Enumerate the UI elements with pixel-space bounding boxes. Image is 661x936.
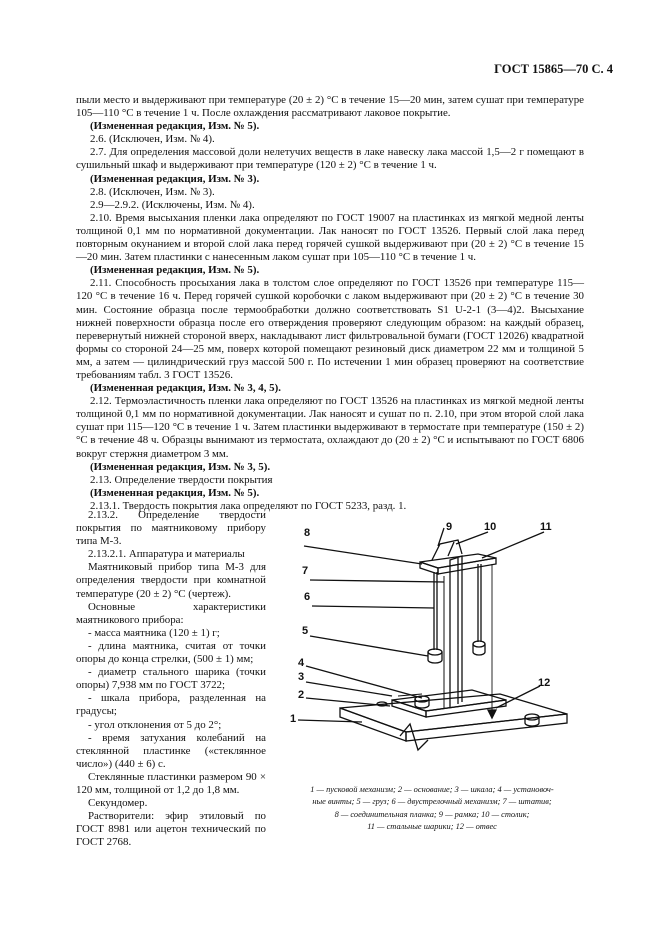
paragraph: Секундомер.	[88, 797, 148, 810]
left-column-text	[76, 509, 266, 849]
revision-note: (Измененная редакция, Изм. № 5).	[90, 120, 260, 133]
paragraph: Маятниковый прибор типа М-3 для определения твердости при комнатной температуре (20 ± 2) °С (чертеж).	[76, 561, 266, 600]
pendulum-device-drawing	[282, 518, 582, 780]
revision-note: (Измененная редакция, Изм. № 5).	[90, 486, 260, 499]
figure-label-7: 7	[302, 565, 309, 577]
figure-label-10: 10	[484, 521, 497, 533]
figure-label-12: 12	[538, 677, 551, 689]
figure-label-5: 5	[302, 625, 309, 637]
paragraph: Растворители: эфир этиловый по ГОСТ 8981 или ацетон технический по ГОСТ 2768.	[76, 810, 266, 849]
paragraph: - масса маятника (120 ± 1) г;	[88, 626, 220, 639]
main-text	[76, 94, 584, 513]
paragraph: 2.12. Термоэластичность пленки лака определяют по ГОСТ 13526 на пластинках из мягкой медной ленты толщиной 0,1 мм по нормативной документации. Лак наносят и сушат по п. 2.10, при этом второй слой лака сушат при 115—120 °С в течение 1 ч. Затем пластинки выдерживают в термостате при температуре (150 ± 2) °С в течение 48 ч. Образцы вынимают из термостата, охлаждают до (20 ± 2) °С и испытывают по ГОСТ 6806 вокруг стержня диаметром 3 мм.	[76, 395, 584, 460]
figure-label-4: 4	[298, 657, 305, 669]
paragraph: 2.13.2.1. Аппаратура и материалы	[88, 548, 245, 561]
paragraph: 2.11. Способность просыхания лака в толстом слое определяют по ГОСТ 13526 при температуре 115—120 °С в течение 16 ч. Перед горячей сушкой коробочки с лаком выдерживают при (20 ± 2) °С в течение 30 мин. Состояние образца после термообработки должно соответствовать S1 U-2-1 (3—4)2. Высыхание нижней поверхности образца после его отверждения проверяют следующим образом: на каждый образец, перевернутый нижней стороной вверх, накладывают лист фильтровальной бумаги (ГОСТ 12026) квадратной формы со стороной 24—25 мм, поверх которой помещают резиновый диск диаметром 22 мм и толщиной 5 мм, а затем — цилиндрический груз массой 500 г. По истечении 1 мин образец проверяют на соответствие требованиям табл. 3 ГОСТ 13526.	[76, 277, 584, 381]
figure-caption	[282, 784, 582, 834]
paragraph: Стеклянные пластинки размером 90 × 120 мм, толщиной от 1,2 до 1,8 мм.	[76, 770, 266, 796]
paragraph: пыли место и выдерживают при температуре (20 ± 2) °С в течение 15—20 мин, затем сушат при температуре 105—110 °С в течение 1 ч. После охлаждения рассматривают лаковое покрытие.	[76, 94, 584, 120]
figure-label-8: 8	[304, 527, 311, 539]
figure-label-6: 6	[304, 591, 311, 603]
paragraph: 2.10. Время высыхания пленки лака определяют по ГОСТ 19007 на пластинках из мягкой медной ленты толщиной 0,1 мм по нормативной документации. Лак наносят по ГОСТ 13526. Первый слой лака перед повторным окунанием и второй слой лака перед горячей сушкой выдерживают при (20 ± 2) °С в течение 15—20 мин. Затем пластинки с нанесенным лаком сушат при 105—110 °С в течение 1 ч.	[76, 211, 584, 264]
paragraph: - угол отклонения от 5 до 2°;	[88, 718, 222, 731]
caption-line: 11 — стальные шарики; 12 — отвес	[367, 822, 497, 832]
paragraph: 2.9—2.9.2. (Исключены, Изм. № 4).	[90, 198, 255, 211]
paragraph: 2.8. (Исключен, Изм. № 3).	[90, 185, 215, 198]
paragraph: 2.7. Для определения массовой доли нелетучих веществ в лаке навеску лака массой 1,5—2 г помещают в сушильный шкаф и выдерживают при температуре (120 ± 2) °С в течение 1 ч.	[76, 146, 584, 172]
figure-label-9: 9	[446, 521, 453, 533]
paragraph: - время затухания колебаний на стеклянной пластинке («стеклянное число») (440 ± 6) с.	[76, 731, 266, 770]
revision-note: (Измененная редакция, Изм. № 3).	[90, 172, 260, 185]
paragraph: Основные характеристики маятникового прибора:	[76, 600, 266, 626]
figure-label-11: 11	[540, 521, 552, 533]
page-header: ГОСТ 15865—70 С. 4	[494, 62, 613, 76]
paragraph: - шкала прибора, разделенная на градусы;	[76, 692, 266, 718]
base-plate-side	[406, 714, 567, 741]
paragraph: - диаметр стального шарика (точки опоры) 7,938 мм по ГОСТ 3722;	[76, 666, 266, 692]
paragraph: - длина маятника, считая от точки опоры до конца стрелки, (500 ± 1) мм;	[76, 639, 266, 666]
figure-label-3: 3	[298, 671, 305, 683]
weight	[428, 649, 442, 655]
figure-label-1: 1	[290, 713, 297, 725]
caption-line: 8 — соединительная планка; 9 — рамка; 10 — столик;	[334, 809, 530, 819]
revision-note: (Измененная редакция, Изм. № 3, 5).	[90, 460, 271, 473]
paragraph: 2.13. Определение твердости покрытия	[90, 473, 273, 486]
paragraph: 2.13.2. Определение твердости покрытия по маятниковому прибору типа М-3.	[76, 509, 266, 548]
paragraph: 2.6. (Исключен, Изм. № 4).	[90, 133, 215, 146]
figure-label-2: 2	[298, 689, 305, 701]
caption-line: ные винты; 5 — груз; 6 — двустрелочный механизм; 7 — штатив;	[312, 797, 552, 807]
paragraph: 2.13.1. Твердость покрытия лака определяют по ГОСТ 5233, разд. 1.	[90, 499, 407, 512]
revision-note: (Измененная редакция, Изм. № 5).	[90, 264, 260, 277]
base-plate-front	[340, 708, 406, 741]
revision-note: (Измененная редакция, Изм. № 3, 4, 5).	[90, 382, 281, 395]
caption-line: 1 — пусковой механизм; 2 — основание; 3 — шкала; 4 — установоч-	[310, 785, 554, 794]
